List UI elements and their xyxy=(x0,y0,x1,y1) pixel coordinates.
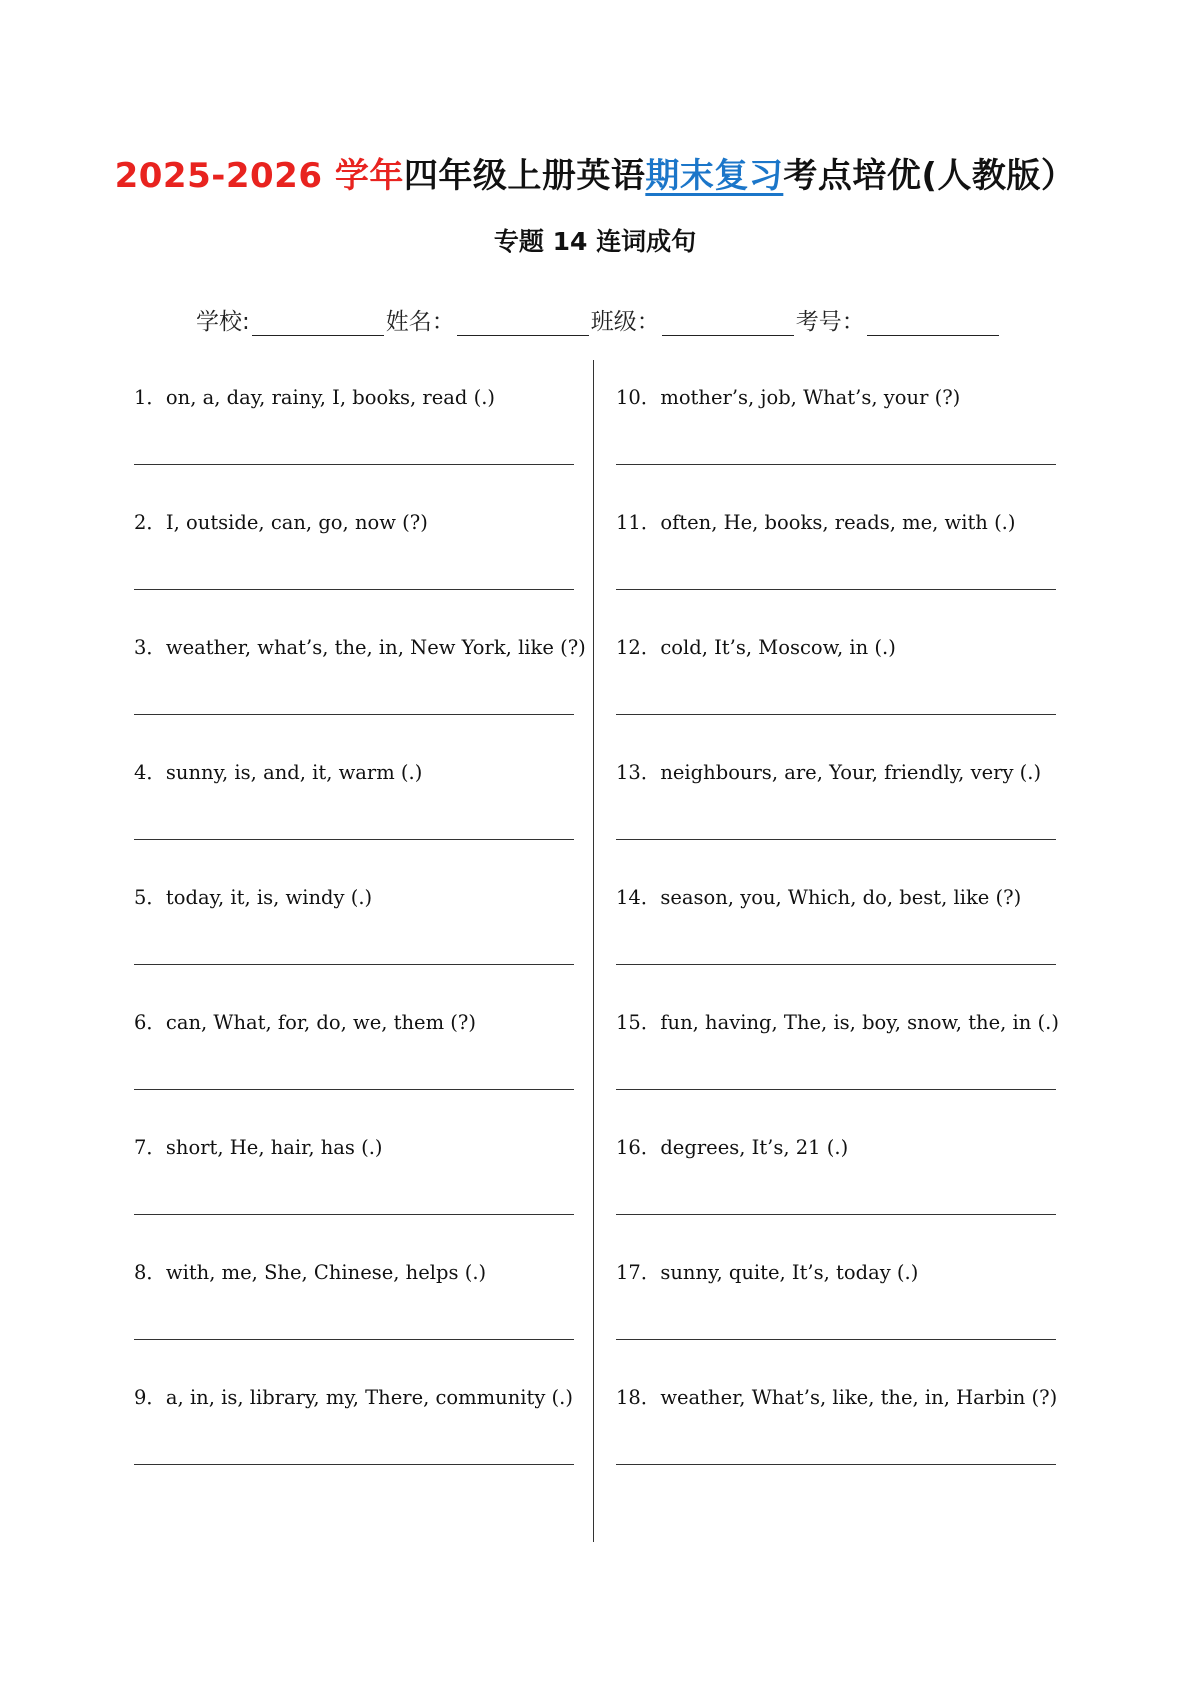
question-words: weather, what’s, the, in, New York, like (?) xyxy=(165,636,586,659)
question-words: neighbours, are, Your, friendly, very (.) xyxy=(660,761,1042,784)
questions-right-column xyxy=(616,378,1059,1503)
question-number: 7． xyxy=(134,1136,166,1159)
column-divider xyxy=(593,360,594,1542)
question-words: sunny, quite, It’s, today (.) xyxy=(660,1261,919,1284)
question-item xyxy=(134,378,574,503)
answer-line[interactable] xyxy=(134,1339,574,1340)
question-item xyxy=(134,878,574,1003)
question-item xyxy=(134,628,586,753)
question-number: 5． xyxy=(134,886,166,909)
school-blank[interactable] xyxy=(252,311,384,336)
question-number: 1． xyxy=(134,386,166,409)
answer-line[interactable] xyxy=(134,714,574,715)
question-number: 17． xyxy=(616,1261,661,1284)
title-year: 2025-2026 学年 xyxy=(114,156,404,196)
answer-line[interactable] xyxy=(616,1464,1056,1465)
class-label: 班级： xyxy=(590,309,660,335)
class-blank[interactable] xyxy=(662,311,794,336)
question-item xyxy=(616,378,1056,503)
answer-line[interactable] xyxy=(134,1089,574,1090)
question-number: 12． xyxy=(616,636,661,659)
question-words: I, outside, can, go, now (?) xyxy=(165,511,428,534)
question-number: 16． xyxy=(616,1136,661,1159)
question-words: often, He, books, reads, me, with (.) xyxy=(660,511,1016,534)
title-final-review: 期末复习 xyxy=(645,156,784,196)
student-info-row xyxy=(196,303,1001,336)
answer-line[interactable] xyxy=(616,1339,1056,1340)
document-subtitle: 专题 14 连词成句 xyxy=(493,227,697,256)
question-item xyxy=(616,503,1056,628)
question-item xyxy=(134,1253,574,1378)
answer-line[interactable] xyxy=(134,589,574,590)
questions-left-column xyxy=(134,378,586,1503)
question-item xyxy=(616,1253,1056,1378)
question-number: 18． xyxy=(616,1386,661,1409)
question-number: 2． xyxy=(134,511,166,534)
title-edition: 考点培优(人教版） xyxy=(783,156,1076,196)
answer-line[interactable] xyxy=(134,1464,574,1465)
name-label: 姓名： xyxy=(385,309,455,335)
question-item xyxy=(134,1378,574,1503)
answer-line[interactable] xyxy=(616,589,1056,590)
answer-line[interactable] xyxy=(616,1089,1056,1090)
answer-line[interactable] xyxy=(134,964,574,965)
question-number: 9． xyxy=(134,1386,166,1409)
question-words: cold, It’s, Moscow, in (.) xyxy=(660,636,896,659)
question-number: 13． xyxy=(616,761,661,784)
question-item xyxy=(134,753,574,878)
question-number: 6． xyxy=(134,1011,166,1034)
question-number: 15． xyxy=(616,1011,661,1034)
question-words: on, a, day, rainy, I, books, read (.) xyxy=(165,386,496,409)
question-item xyxy=(616,1003,1059,1128)
question-number: 11． xyxy=(616,511,661,534)
question-words: mother’s, job, What’s, your (?) xyxy=(660,386,961,409)
exam-number-blank[interactable] xyxy=(867,311,999,336)
question-item xyxy=(134,1003,574,1128)
question-item xyxy=(616,1128,1056,1253)
question-number: 3． xyxy=(134,636,166,659)
question-words: degrees, It’s, 21 (.) xyxy=(660,1136,849,1159)
question-words: season, you, Which, do, best, like (?) xyxy=(660,886,1022,909)
question-words: sunny, is, and, it, warm (.) xyxy=(165,761,423,784)
question-words: a, in, is, library, my, There, community (.) xyxy=(165,1386,573,1409)
question-words: fun, having, The, is, boy, snow, the, in (.) xyxy=(660,1011,1059,1034)
answer-line[interactable] xyxy=(134,464,574,465)
answer-line[interactable] xyxy=(616,964,1056,965)
question-number: 8． xyxy=(134,1261,166,1284)
question-number: 4． xyxy=(134,761,166,784)
question-words: today, it, is, windy (.) xyxy=(165,886,373,909)
question-number: 10． xyxy=(616,386,661,409)
question-item xyxy=(616,628,1056,753)
question-item xyxy=(616,1378,1056,1503)
document-title xyxy=(0,148,1190,197)
title-grade: 四年级上册英语 xyxy=(403,156,646,196)
answer-line[interactable] xyxy=(616,1214,1056,1215)
question-words: short, He, hair, has (.) xyxy=(165,1136,383,1159)
question-words: can, What, for, do, we, them (?) xyxy=(165,1011,476,1034)
answer-line[interactable] xyxy=(134,839,574,840)
exam-number-label: 考号： xyxy=(795,309,865,335)
answer-line[interactable] xyxy=(616,839,1056,840)
answer-line[interactable] xyxy=(616,714,1056,715)
answer-line[interactable] xyxy=(134,1214,574,1215)
question-item xyxy=(616,753,1056,878)
question-number: 14． xyxy=(616,886,661,909)
answer-line[interactable] xyxy=(616,464,1056,465)
name-blank[interactable] xyxy=(457,311,589,336)
question-item xyxy=(616,878,1056,1003)
school-label: 学校: xyxy=(196,309,250,335)
question-item xyxy=(134,1128,574,1253)
question-item xyxy=(134,503,574,628)
question-words: with, me, She, Chinese, helps (.) xyxy=(165,1261,487,1284)
question-words: weather, What’s, like, the, in, Harbin (?) xyxy=(660,1386,1058,1409)
